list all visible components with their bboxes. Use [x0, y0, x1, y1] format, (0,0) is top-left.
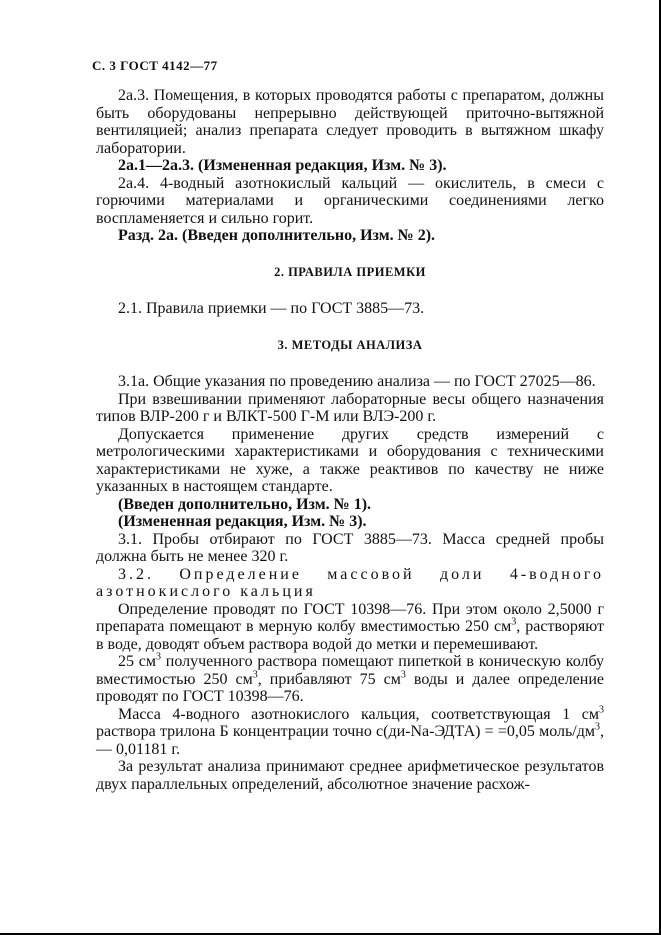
- superscript: 3: [252, 669, 258, 681]
- superscript: 3: [511, 616, 517, 628]
- paragraph-2a1-2a3-amendment: 2а.1—2а.3. (Измененная редакция, Изм. № 3).: [118, 157, 447, 174]
- paragraph-determination: [96, 601, 604, 654]
- superscript: 3: [400, 669, 406, 681]
- text-fragment: раствора трилона Б концентрации точно с(ди-Na-ЭДТА) = =0,05 моль/дм: [96, 723, 595, 740]
- paragraph-allowed-instruments: Допускается применение других средств измерений с метрологическими характеристиками и оборудования с техническими характеристиками не хуже, а также реактивов по качеству не ниже указанных в настоящем стандарте.: [96, 425, 604, 495]
- text-fragment: воды и далее определение проводят по ГОСТ 10398—76.: [96, 670, 605, 705]
- superscript: 3: [156, 651, 162, 663]
- paragraph-section-2a-note: Разд. 2а. (Введен дополнительно, Изм. № 2).: [118, 227, 436, 244]
- paragraph-3-2-title: 3.2. Определение массовой доли 4-водного азотнокислого кальция: [96, 565, 604, 600]
- text-fragment: 25 см: [118, 653, 157, 670]
- paragraph-25-cm3: [96, 653, 604, 706]
- paragraph-amendment-3: (Измененная редакция, Изм. № 3).: [118, 513, 367, 530]
- section-heading-acceptance-rules: 2. ПРАВИЛА ПРИЕМКИ: [274, 264, 426, 279]
- paragraph-mass-equivalent: [96, 706, 604, 759]
- text-fragment: , растворяют в воде, доводят объем раствора водой до метки и перемешивают.: [96, 618, 604, 653]
- document-body: [96, 87, 604, 793]
- text-fragment: Масса 4-водного азотнокислого кальция, соответствующая 1 см: [118, 705, 599, 723]
- page-header: С. 3 ГОСТ 4142—77: [92, 58, 218, 73]
- text-fragment: полученного раствора помещают пипеткой в коническую колбу вместимостью 250 см: [96, 653, 604, 688]
- paragraph-result: За результат анализа принимают среднее арифметическое результатов двух параллельных определений, абсолютное значение расхож-: [96, 758, 604, 793]
- paragraph-2a3: 2а.3. Помещения, в которых проводятся работы с препаратом, должны быть оборудованы непрерывно действующей приточно-вытяжной вентиляцией; анализ препарата следует проводить в вытяжном шкафу лаборатории.: [96, 87, 604, 157]
- superscript: 3: [599, 704, 604, 716]
- paragraph-3-1: 3.1. Пробы отбирают по ГОСТ 3885—73. Масса средней пробы должна быть не менее 320 г.: [96, 530, 604, 565]
- paragraph-amendment-1: (Введен дополнительно, Изм. № 1).: [118, 495, 372, 513]
- text-fragment: , прибавляют 75 см: [257, 670, 401, 688]
- superscript: 3: [595, 721, 600, 733]
- text-fragment: Определение проводят по ГОСТ 10398—76. При этом около 2,5000 г препарата помещают в мерную колбу вместимостью 250 см: [96, 600, 604, 635]
- section-heading-analysis-methods: 3. МЕТОДЫ АНАЛИЗА: [277, 337, 423, 352]
- paragraph-weighing: При взвешивании применяют лабораторные весы общего назначения типов ВЛР-200 г и ВЛКТ-500 Г-М или ВЛЭ-200 г.: [96, 390, 604, 425]
- text-fragment: , — 0,01181 г.: [96, 723, 604, 758]
- paragraph-2-1: 2.1. Правила приемки — по ГОСТ 3885—73.: [118, 300, 425, 317]
- paragraph-3-1a: 3.1а. Общие указания по проведению анализа — по ГОСТ 27025—86.: [118, 373, 596, 390]
- paragraph-2a4: 2а.4. 4-водный азотнокислый кальций — окислитель, в смеси с горючими материалами и органическими соединениями легко воспламеняется и сильно горит.: [96, 174, 604, 227]
